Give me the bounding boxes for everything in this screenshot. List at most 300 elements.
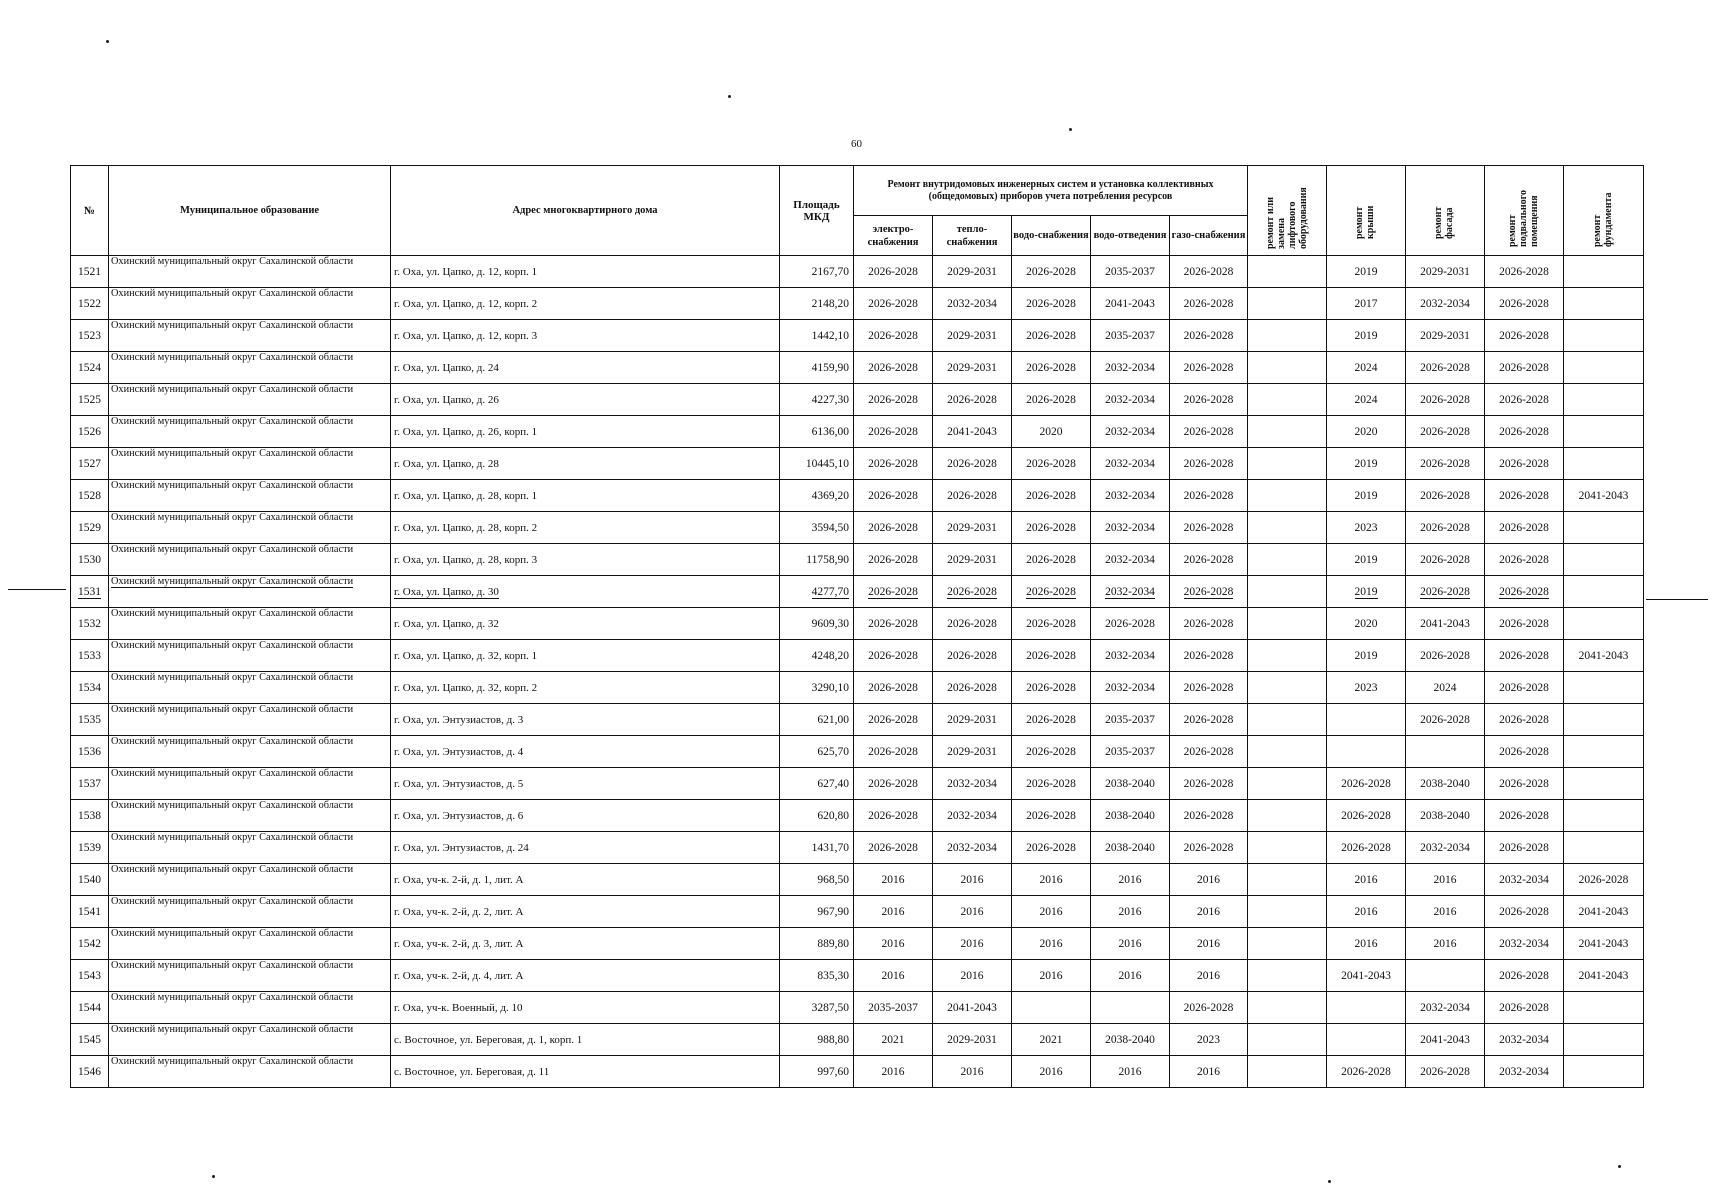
row-address-text: г. Оха, ул. Энтузиастов, д. 3 <box>394 713 524 726</box>
header-heat: тепло-снабжения <box>933 216 1012 256</box>
row-number-text: 1533 <box>78 649 101 662</box>
row-number <box>71 992 109 1024</box>
row-gas <box>1170 640 1248 672</box>
row-basement-text: 2026-2028 <box>1499 425 1549 438</box>
row-lift <box>1248 320 1327 352</box>
row-address-text: г. Оха, ул. Цапко, д. 28, корп. 1 <box>394 489 538 502</box>
row-water-text: 2026-2028 <box>1026 585 1076 598</box>
row-municipality-text: Охинский муниципальный округ Сахалинской области <box>111 576 354 587</box>
row-electric-text: 2016 <box>881 873 905 886</box>
row-municipality-text: Охинский муниципальный округ Сахалинской области <box>111 1056 354 1067</box>
row-number-text: 1522 <box>78 297 101 310</box>
row-municipality-text: Охинский муниципальный округ Сахалинской области <box>111 352 354 363</box>
row-water <box>1012 864 1091 896</box>
row-water-text: 2020 <box>1039 425 1063 438</box>
row-address <box>391 960 780 992</box>
row-sewer-text: 2032-2034 <box>1105 681 1155 694</box>
row-number <box>71 256 109 288</box>
row-foundation <box>1564 480 1644 512</box>
row-number-text: 1544 <box>78 1001 101 1014</box>
row-number-text: 1531 <box>78 585 101 598</box>
row-gas-text: 2026-2028 <box>1183 361 1234 374</box>
row-electric <box>854 352 933 384</box>
row-address <box>391 576 780 608</box>
row-municipality <box>109 928 391 960</box>
row-basement-text: 2026-2028 <box>1499 969 1549 982</box>
table-row <box>71 960 1644 992</box>
row-heat-text: 2029-2031 <box>947 329 997 342</box>
row-area-text: 997,60 <box>817 1065 849 1078</box>
row-address <box>391 736 780 768</box>
row-heat <box>933 992 1012 1024</box>
row-heat <box>933 896 1012 928</box>
row-roof-text: 2026-2028 <box>1341 777 1391 790</box>
row-area-text: 9609,30 <box>811 617 849 630</box>
row-address <box>391 384 780 416</box>
row-facade-text: 2026-2028 <box>1420 489 1470 502</box>
row-roof <box>1327 992 1406 1024</box>
row-electric <box>854 640 933 672</box>
row-gas <box>1170 864 1248 896</box>
row-gas <box>1170 320 1248 352</box>
row-heat <box>933 672 1012 704</box>
row-address <box>391 448 780 480</box>
row-sewer <box>1091 800 1170 832</box>
row-area <box>780 352 854 384</box>
row-basement <box>1485 512 1564 544</box>
row-sewer <box>1091 448 1170 480</box>
row-area-text: 4369,20 <box>811 489 849 502</box>
row-sewer <box>1091 416 1170 448</box>
row-address-text: г. Оха, ул. Энтузиастов, д. 24 <box>394 841 529 854</box>
row-water <box>1012 352 1091 384</box>
row-area <box>780 992 854 1024</box>
row-address <box>391 640 780 672</box>
scan-speck <box>728 95 731 98</box>
table-row <box>71 448 1644 480</box>
row-basement-text: 2026-2028 <box>1499 745 1549 758</box>
row-electric <box>854 704 933 736</box>
row-address-text: г. Оха, уч-к. 2-й, д. 1, лит. А <box>394 873 524 886</box>
row-number-text: 1528 <box>78 489 101 502</box>
row-foundation <box>1564 448 1644 480</box>
row-facade-text: 2026-2028 <box>1420 457 1470 470</box>
row-electric-text: 2026-2028 <box>868 297 918 310</box>
row-roof <box>1327 512 1406 544</box>
row-lift <box>1248 928 1327 960</box>
row-roof <box>1327 352 1406 384</box>
row-roof-text: 2020 <box>1354 425 1378 438</box>
row-municipality-text: Охинский муниципальный округ Сахалинской области <box>111 992 354 1003</box>
row-number-text: 1523 <box>78 329 101 342</box>
header-electric: электро-снабжения <box>854 216 933 256</box>
row-number <box>71 768 109 800</box>
row-water-text: 2026-2028 <box>1026 457 1076 470</box>
row-area <box>780 864 854 896</box>
row-number-text: 1526 <box>78 425 101 438</box>
row-electric-text: 2026-2028 <box>868 553 918 566</box>
row-municipality <box>109 256 391 288</box>
row-gas <box>1170 448 1248 480</box>
header-municipality: Муниципальное образование <box>109 166 391 256</box>
row-electric <box>854 384 933 416</box>
table-body <box>71 256 1644 1088</box>
row-facade-text: 2026-2028 <box>1420 713 1470 726</box>
row-water-text: 2026-2028 <box>1026 617 1076 630</box>
row-basement-text: 2026-2028 <box>1499 681 1549 694</box>
row-facade <box>1406 1024 1485 1056</box>
row-facade-text: 2016 <box>1433 937 1457 950</box>
row-basement <box>1485 896 1564 928</box>
row-electric-text: 2026-2028 <box>868 329 918 342</box>
row-basement-text: 2026-2028 <box>1499 329 1549 342</box>
row-number <box>71 608 109 640</box>
row-water-text: 2026-2028 <box>1026 489 1076 502</box>
row-facade-text: 2026-2028 <box>1420 393 1470 406</box>
row-gas <box>1170 928 1248 960</box>
row-address-text: г. Оха, ул. Цапко, д. 32, корп. 2 <box>394 681 538 694</box>
row-number <box>71 960 109 992</box>
row-water-text: 2026-2028 <box>1026 521 1076 534</box>
row-municipality-text: Охинский муниципальный округ Сахалинской области <box>111 608 354 619</box>
row-roof <box>1327 896 1406 928</box>
row-heat <box>933 704 1012 736</box>
row-foundation <box>1564 992 1644 1024</box>
scan-speck <box>1069 128 1072 131</box>
row-facade <box>1406 864 1485 896</box>
row-sewer <box>1091 256 1170 288</box>
row-foundation <box>1564 256 1644 288</box>
row-area <box>780 1056 854 1088</box>
row-facade <box>1406 544 1485 576</box>
row-heat <box>933 288 1012 320</box>
row-electric <box>854 832 933 864</box>
row-heat <box>933 960 1012 992</box>
row-basement <box>1485 288 1564 320</box>
row-heat <box>933 768 1012 800</box>
row-electric-text: 2026-2028 <box>868 489 918 502</box>
row-facade-text: 2041-2043 <box>1420 617 1470 630</box>
row-lift <box>1248 640 1327 672</box>
row-roof <box>1327 480 1406 512</box>
row-number <box>71 832 109 864</box>
row-basement <box>1485 800 1564 832</box>
row-water <box>1012 480 1091 512</box>
row-lift <box>1248 704 1327 736</box>
row-electric <box>854 256 933 288</box>
row-number <box>71 416 109 448</box>
row-electric <box>854 960 933 992</box>
row-electric <box>854 736 933 768</box>
row-foundation <box>1564 512 1644 544</box>
row-number <box>71 384 109 416</box>
row-address <box>391 544 780 576</box>
row-foundation <box>1564 832 1644 864</box>
row-address <box>391 352 780 384</box>
row-heat-text: 2032-2034 <box>947 297 997 310</box>
row-heat <box>933 416 1012 448</box>
row-roof <box>1327 544 1406 576</box>
row-gas-text: 2016 <box>1197 1065 1220 1078</box>
row-address-text: г. Оха, ул. Энтузиастов, д. 6 <box>394 809 524 822</box>
row-electric <box>854 896 933 928</box>
row-water-text: 2026-2028 <box>1026 393 1076 406</box>
row-number-text: 1540 <box>78 873 101 886</box>
row-sewer-text: 2035-2037 <box>1105 713 1155 726</box>
row-water <box>1012 288 1091 320</box>
scan-speck <box>1328 1180 1331 1183</box>
row-municipality <box>109 800 391 832</box>
row-water <box>1012 1024 1091 1056</box>
row-facade <box>1406 672 1485 704</box>
row-electric <box>854 864 933 896</box>
row-heat <box>933 480 1012 512</box>
row-roof-text: 2019 <box>1354 265 1378 278</box>
row-basement-text: 2026-2028 <box>1499 777 1549 790</box>
row-sewer-text: 2032-2034 <box>1105 585 1155 598</box>
row-water <box>1012 800 1091 832</box>
row-electric <box>854 800 933 832</box>
row-gas-text: 2026-2028 <box>1183 777 1234 790</box>
row-address <box>391 1056 780 1088</box>
row-heat <box>933 640 1012 672</box>
row-number-text: 1543 <box>78 969 101 982</box>
row-sewer <box>1091 928 1170 960</box>
row-area-text: 3290,10 <box>811 681 849 694</box>
row-sewer-text: 2016 <box>1118 1065 1142 1078</box>
row-sewer-text: 2016 <box>1118 969 1142 982</box>
row-roof-text: 2020 <box>1354 617 1378 630</box>
header-basement <box>1485 166 1564 256</box>
row-heat-text: 2032-2034 <box>947 809 997 822</box>
row-roof <box>1327 832 1406 864</box>
row-gas-text: 2026-2028 <box>1183 265 1234 278</box>
row-electric-text: 2016 <box>881 937 905 950</box>
row-water-text: 2026-2028 <box>1026 681 1076 694</box>
row-area-text: 2167,70 <box>811 265 849 278</box>
row-sewer <box>1091 384 1170 416</box>
row-gas-text: 2026-2028 <box>1183 649 1234 662</box>
row-facade <box>1406 512 1485 544</box>
row-roof-text: 2024 <box>1354 393 1378 406</box>
row-water <box>1012 608 1091 640</box>
row-municipality-text: Охинский муниципальный округ Сахалинской области <box>111 288 354 299</box>
row-area-text: 4248,20 <box>811 649 849 662</box>
table-row <box>71 256 1644 288</box>
row-number <box>71 512 109 544</box>
row-municipality-text: Охинский муниципальный округ Сахалинской области <box>111 1024 354 1035</box>
row-gas-text: 2026-2028 <box>1183 521 1234 534</box>
row-electric-text: 2026-2028 <box>868 585 918 598</box>
row-basement <box>1485 608 1564 640</box>
row-foundation <box>1564 928 1644 960</box>
row-sewer <box>1091 544 1170 576</box>
row-water <box>1012 256 1091 288</box>
row-municipality <box>109 576 391 608</box>
row-roof <box>1327 960 1406 992</box>
row-water-text: 2016 <box>1039 905 1063 918</box>
row-roof-text: 2019 <box>1354 585 1378 598</box>
row-gas <box>1170 416 1248 448</box>
row-area-text: 889,80 <box>817 937 849 950</box>
row-foundation <box>1564 608 1644 640</box>
row-roof-text: 2023 <box>1354 521 1378 534</box>
row-basement <box>1485 928 1564 960</box>
row-electric <box>854 320 933 352</box>
row-basement <box>1485 672 1564 704</box>
row-lift <box>1248 960 1327 992</box>
row-electric-text: 2026-2028 <box>868 457 918 470</box>
row-electric-text: 2026-2028 <box>868 393 918 406</box>
row-foundation <box>1564 896 1644 928</box>
row-municipality-text: Охинский муниципальный округ Сахалинской области <box>111 672 354 683</box>
header-lift <box>1248 166 1327 256</box>
row-electric-text: 2026-2028 <box>868 265 918 278</box>
row-heat-text: 2029-2031 <box>947 1033 997 1046</box>
row-area <box>780 288 854 320</box>
row-facade-text: 2029-2031 <box>1420 265 1470 278</box>
row-facade-text: 2026-2028 <box>1420 649 1470 662</box>
row-heat-text: 2026-2028 <box>947 617 997 630</box>
table-row <box>71 768 1644 800</box>
row-water-text: 2026-2028 <box>1026 841 1076 854</box>
row-facade <box>1406 640 1485 672</box>
row-municipality-text: Охинский муниципальный округ Сахалинской области <box>111 928 354 939</box>
repair-schedule-table <box>70 165 1644 1088</box>
row-basement <box>1485 352 1564 384</box>
row-facade-text: 2026-2028 <box>1420 361 1470 374</box>
row-lift <box>1248 352 1327 384</box>
row-basement-text: 2026-2028 <box>1499 553 1549 566</box>
row-foundation <box>1564 1024 1644 1056</box>
row-area-text: 10445,10 <box>805 457 849 470</box>
row-electric <box>854 768 933 800</box>
row-address-text: г. Оха, уч-к. Военный, д. 10 <box>394 1001 523 1014</box>
row-roof-text: 2026-2028 <box>1341 809 1391 822</box>
row-number <box>71 448 109 480</box>
row-basement-text: 2032-2034 <box>1499 937 1549 950</box>
row-water <box>1012 960 1091 992</box>
row-heat-text: 2026-2028 <box>947 649 997 662</box>
row-sewer <box>1091 480 1170 512</box>
row-water-text: 2026-2028 <box>1026 361 1076 374</box>
row-water <box>1012 832 1091 864</box>
row-area <box>780 832 854 864</box>
row-electric-text: 2026-2028 <box>868 649 918 662</box>
row-sewer <box>1091 576 1170 608</box>
row-gas-text: 2026-2028 <box>1183 297 1234 310</box>
row-water <box>1012 544 1091 576</box>
row-foundation <box>1564 1056 1644 1088</box>
row-address-text: г. Оха, уч-к. 2-й, д. 4, лит. А <box>394 969 524 982</box>
row-lift <box>1248 1056 1327 1088</box>
row-roof <box>1327 672 1406 704</box>
row-heat <box>933 256 1012 288</box>
row-roof <box>1327 704 1406 736</box>
row-sewer <box>1091 512 1170 544</box>
row-gas-text: 2023 <box>1197 1033 1220 1046</box>
row-foundation-text: 2041-2043 <box>1578 489 1629 502</box>
row-gas-text: 2016 <box>1197 873 1220 886</box>
row-sewer-text: 2032-2034 <box>1105 521 1155 534</box>
row-heat <box>933 736 1012 768</box>
row-facade <box>1406 736 1485 768</box>
row-foundation <box>1564 736 1644 768</box>
row-electric <box>854 1056 933 1088</box>
row-electric-text: 2026-2028 <box>868 777 918 790</box>
row-sewer <box>1091 288 1170 320</box>
row-lift <box>1248 416 1327 448</box>
row-municipality <box>109 704 391 736</box>
row-facade-text: 2032-2034 <box>1420 297 1470 310</box>
row-number <box>71 736 109 768</box>
row-heat-text: 2026-2028 <box>947 457 997 470</box>
row-heat <box>933 384 1012 416</box>
header-address: Адрес многоквартирного дома <box>391 166 780 256</box>
row-water <box>1012 576 1091 608</box>
header-facade-label: ремонт фасада <box>1433 206 1455 239</box>
row-number <box>71 480 109 512</box>
row-heat <box>933 352 1012 384</box>
row-address <box>391 800 780 832</box>
row-heat-text: 2026-2028 <box>947 393 997 406</box>
row-number-text: 1546 <box>78 1065 101 1078</box>
row-lift <box>1248 480 1327 512</box>
row-number-text: 1521 <box>78 265 101 278</box>
row-foundation <box>1564 800 1644 832</box>
row-facade <box>1406 960 1485 992</box>
row-gas-text: 2016 <box>1197 905 1220 918</box>
row-number-text: 1545 <box>78 1033 101 1046</box>
row-number <box>71 672 109 704</box>
row-municipality-text: Охинский муниципальный округ Сахалинской области <box>111 544 354 555</box>
row-heat-text: 2016 <box>960 1065 984 1078</box>
row-area <box>780 928 854 960</box>
row-gas <box>1170 480 1248 512</box>
row-basement <box>1485 640 1564 672</box>
row-basement-text: 2032-2034 <box>1499 1033 1549 1046</box>
row-municipality-text: Охинский муниципальный округ Сахалинской области <box>111 640 354 651</box>
row-water <box>1012 768 1091 800</box>
row-lift <box>1248 256 1327 288</box>
row-roof <box>1327 608 1406 640</box>
row-number-text: 1530 <box>78 553 101 566</box>
row-gas-text: 2026-2028 <box>1183 745 1234 758</box>
row-number-text: 1532 <box>78 617 101 630</box>
row-address-text: с. Восточное, ул. Береговая, д. 1, корп. 1 <box>394 1033 583 1046</box>
row-area <box>780 800 854 832</box>
row-lift <box>1248 1024 1327 1056</box>
row-foundation <box>1564 288 1644 320</box>
row-electric-text: 2026-2028 <box>868 361 918 374</box>
table-row <box>71 576 1644 608</box>
row-basement <box>1485 256 1564 288</box>
row-address <box>391 256 780 288</box>
row-basement-text: 2032-2034 <box>1499 873 1549 886</box>
row-roof <box>1327 416 1406 448</box>
header-engineering-systems: Ремонт внутридомовых инженерных систем и установка коллективных (общедомовых) приборов учета потребления ресурсов <box>854 166 1248 216</box>
row-area <box>780 448 854 480</box>
row-basement <box>1485 1024 1564 1056</box>
table-row <box>71 832 1644 864</box>
row-roof-text: 2023 <box>1354 681 1378 694</box>
table-row <box>71 480 1644 512</box>
row-sewer <box>1091 960 1170 992</box>
row-basement-text: 2026-2028 <box>1499 713 1549 726</box>
row-water <box>1012 512 1091 544</box>
row-electric-text: 2021 <box>881 1033 905 1046</box>
row-basement-text: 2026-2028 <box>1499 617 1549 630</box>
